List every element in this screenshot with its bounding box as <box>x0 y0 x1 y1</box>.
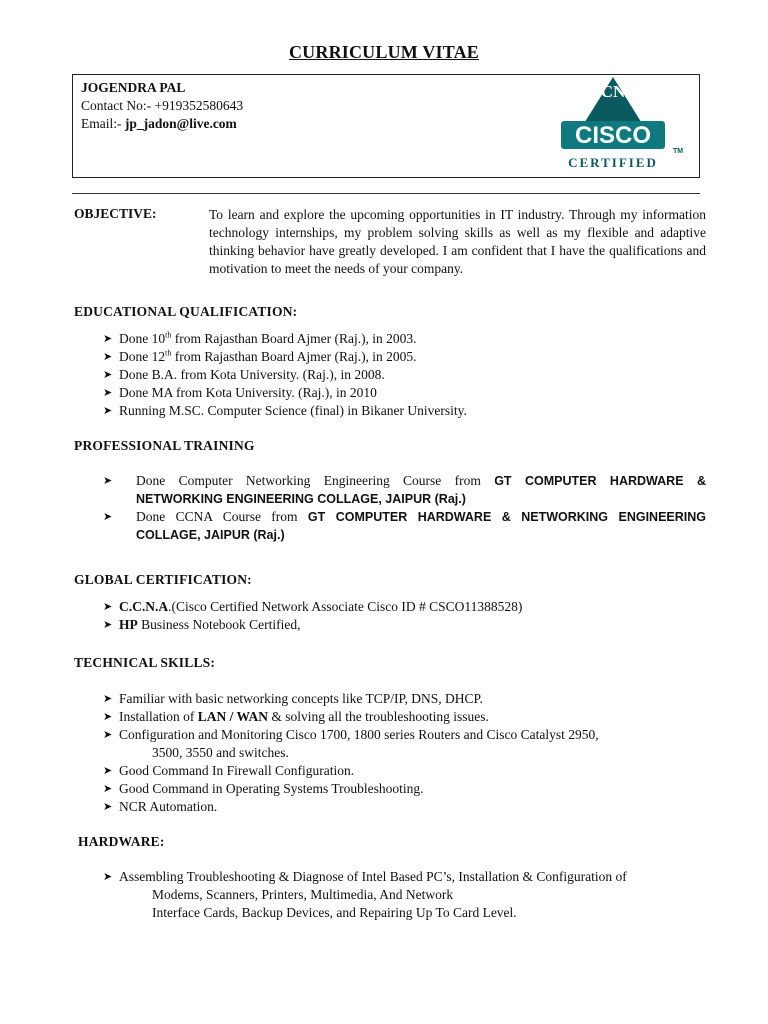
list-item: ➤ Done CCNA Course from GT COMPUTER HARDWARE & NETWORKING ENGINEERING COLLAGE, JAIPUR (Raj.) <box>103 509 706 542</box>
ccna-cisco-certified-logo <box>539 75 687 175</box>
training-list <box>103 472 706 544</box>
candidate-name: JOGENDRA PAL <box>81 80 186 95</box>
list-item: ➤ Configuration and Monitoring Cisco 1700, 1800 series Routers and Cisco Catalyst 2950, 3500, 3550 and switches. <box>103 727 599 760</box>
arrow-bullet-icon: ➤ <box>103 783 113 795</box>
education-list <box>103 330 703 420</box>
arrow-bullet-icon: ➤ <box>103 369 113 381</box>
list-item: ➤ Familiar with basic networking concepts like TCP/IP, DNS, DHCP. <box>103 691 483 706</box>
logo-tm: TM <box>673 148 684 155</box>
contact-phone: Contact No:- +919352580643 <box>81 98 244 113</box>
arrow-bullet-icon: ➤ <box>103 351 113 363</box>
arrow-bullet-icon: ➤ <box>103 871 113 883</box>
list-item: ➤ Good Command in Operating Systems Troubleshooting. <box>103 781 424 796</box>
arrow-bullet-icon: ➤ <box>103 405 113 417</box>
hardware-heading: HARDWARE: <box>78 834 165 849</box>
list-item: ➤ Installation of LAN / WAN & solving all the troubleshooting issues. <box>103 709 489 724</box>
list-item: ➤ NCR Automation. <box>103 799 218 814</box>
logo-bottom-text: CERTIFIED <box>568 155 658 170</box>
email-value[interactable]: jp_jadon@live.com <box>124 116 237 131</box>
list-item: ➤ Done Computer Networking Engineering Course from GT COMPUTER HARDWARE & NETWORKING ENGINEERING COLLAGE, JAIPUR (Raj.) <box>103 473 706 506</box>
list-item: ➤ Done B.A. from Kota University. (Raj.), in 2008. <box>103 367 385 382</box>
list-item: ➤ Done 10th from Rajasthan Board Ajmer (Raj.), in 2003. <box>103 330 417 346</box>
contact-email <box>81 115 243 133</box>
list-item: ➤ Assembling Troubleshooting & Diagnose of Intel Based PC’s, Installation & Configuration of Modems, Scanners, Printers, Multimedia, And Network Interface Cards, Backup Devices, and Repairing Up To Card Level. <box>103 869 627 920</box>
arrow-bullet-icon: ➤ <box>103 711 113 723</box>
email-label: Email:- <box>81 116 125 131</box>
certification-heading: GLOBAL CERTIFICATION: <box>74 572 252 587</box>
technical-list <box>103 690 706 816</box>
education-heading: EDUCATIONAL QUALIFICATION: <box>74 304 298 319</box>
technical-heading: TECHNICAL SKILLS: <box>74 655 216 670</box>
list-item: ➤ Good Command In Firewall Configuration. <box>103 763 355 778</box>
objective-text: To learn and explore the upcoming opportunities in IT industry. Through my information technology internships, my problem solving skills as well as my flexible and adaptive thinking behavior have greatly developed. I am confident that I have the qualifications and motivation to meet the needs of your company. <box>209 207 706 276</box>
objective-heading: OBJECTIVE: <box>74 206 157 221</box>
arrow-bullet-icon: ➤ <box>103 333 113 345</box>
logo-top-text: CCNA <box>588 82 638 101</box>
arrow-bullet-icon: ➤ <box>103 729 113 741</box>
contact-header-box <box>72 74 700 178</box>
arrow-bullet-icon: ➤ <box>103 619 113 631</box>
arrow-bullet-icon: ➤ <box>103 387 113 399</box>
contact-block <box>81 79 243 133</box>
arrow-bullet-icon: ➤ <box>103 601 113 613</box>
list-item: ➤ C.C.N.A.(Cisco Certified Network Associate Cisco ID # CSCO11388528) <box>103 599 523 614</box>
training-heading: PROFESSIONAL TRAINING <box>74 438 255 453</box>
certification-list <box>103 598 703 634</box>
page-title: CURRICULUM VITAE <box>288 42 480 62</box>
arrow-bullet-icon: ➤ <box>103 801 113 813</box>
arrow-bullet-icon: ➤ <box>103 765 113 777</box>
logo-brand: CISCO <box>574 122 652 149</box>
arrow-bullet-icon: ➤ <box>103 475 113 487</box>
header-divider <box>72 193 700 194</box>
list-item: ➤ HP Business Notebook Certified, <box>103 617 301 632</box>
arrow-bullet-icon: ➤ <box>103 693 113 705</box>
arrow-bullet-icon: ➤ <box>103 511 113 523</box>
hardware-list <box>103 868 706 922</box>
list-item: ➤ Done 12th from Rajasthan Board Ajmer (Raj.), in 2005. <box>103 348 417 364</box>
list-item: ➤ Running M.SC. Computer Science (final) in Bikaner University. <box>103 403 467 418</box>
list-item: ➤ Done MA from Kota University. (Raj.), in 2010 <box>103 385 377 400</box>
